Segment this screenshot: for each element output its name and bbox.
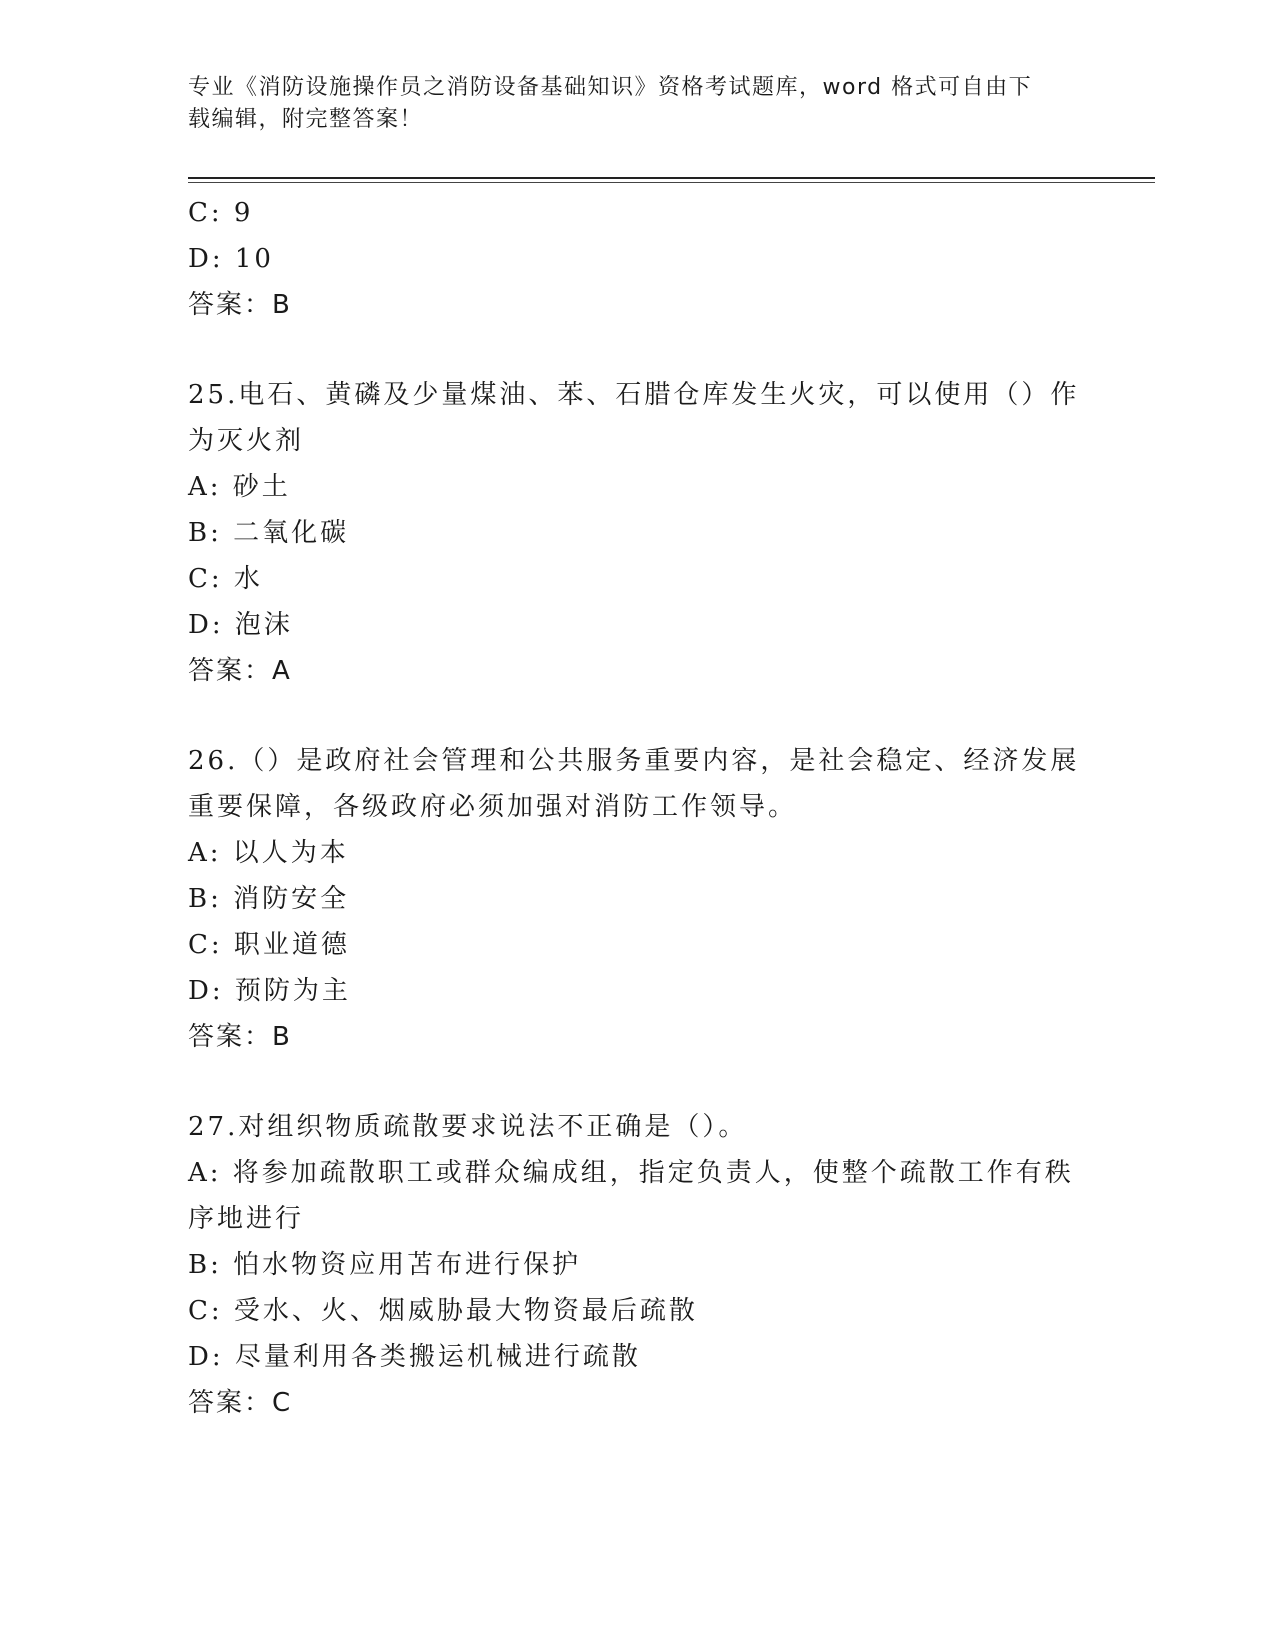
answer-line: 答案：C (188, 1388, 293, 1418)
answer-line: 答案：B (188, 1022, 292, 1052)
document-header (188, 72, 1068, 136)
question-list (188, 190, 1088, 1426)
spacer (188, 694, 1088, 738)
option-d: D: 泡沫 (188, 610, 293, 640)
option-a: A: 以人为本 (188, 838, 349, 868)
question-stem: 25.电石、黄磷及少量煤油、苯、石腊仓库发生火灾，可以使用（）作 (188, 380, 1080, 410)
question-27 (188, 1104, 1088, 1426)
option-a: A: 砂土 (188, 472, 291, 502)
question-stem-cont: 为灭火剂 (188, 426, 305, 456)
option-b: B: 怕水物资应用苫布进行保护 (188, 1250, 582, 1280)
question-stem: 26.（）是政府社会管理和公共服务重要内容，是社会稳定、经济发展 (188, 746, 1080, 776)
option-d: D: 10 (188, 244, 274, 274)
spacer (188, 1060, 1088, 1104)
question-24-continued (188, 190, 1088, 328)
header-divider-thin (188, 182, 1155, 183)
question-stem-cont: 重要保障，各级政府必须加强对消防工作领导。 (188, 792, 798, 822)
answer-line: 答案：A (188, 656, 292, 686)
question-26 (188, 738, 1088, 1060)
option-b: B: 消防安全 (188, 884, 350, 914)
question-25 (188, 372, 1088, 694)
header-divider-thick (188, 177, 1155, 179)
header-line-2: 载编辑，附完整答案！ (188, 107, 424, 132)
option-c: C: 水 (188, 564, 263, 594)
option-b: B: 二氧化碳 (188, 518, 350, 548)
option-c: C: 9 (188, 198, 254, 228)
spacer (188, 328, 1088, 372)
option-c: C: 职业道德 (188, 930, 350, 960)
option-d: D: 预防为主 (188, 976, 351, 1006)
option-a-cont: 序地进行 (188, 1204, 305, 1234)
answer-line: 答案：B (188, 290, 292, 320)
header-line-1: 专业《消防设施操作员之消防设备基础知识》资格考试题库，word 格式可自由下 (188, 75, 1033, 100)
option-d: D: 尽量利用各类搬运机械进行疏散 (188, 1342, 641, 1372)
option-a: A: 将参加疏散职工或群众编成组，指定负责人，使整个疏散工作有秩 (188, 1158, 1074, 1188)
option-c: C: 受水、火、烟威胁最大物资最后疏散 (188, 1296, 698, 1326)
question-stem: 27.对组织物质疏散要求说法不正确是（）。 (188, 1112, 748, 1142)
